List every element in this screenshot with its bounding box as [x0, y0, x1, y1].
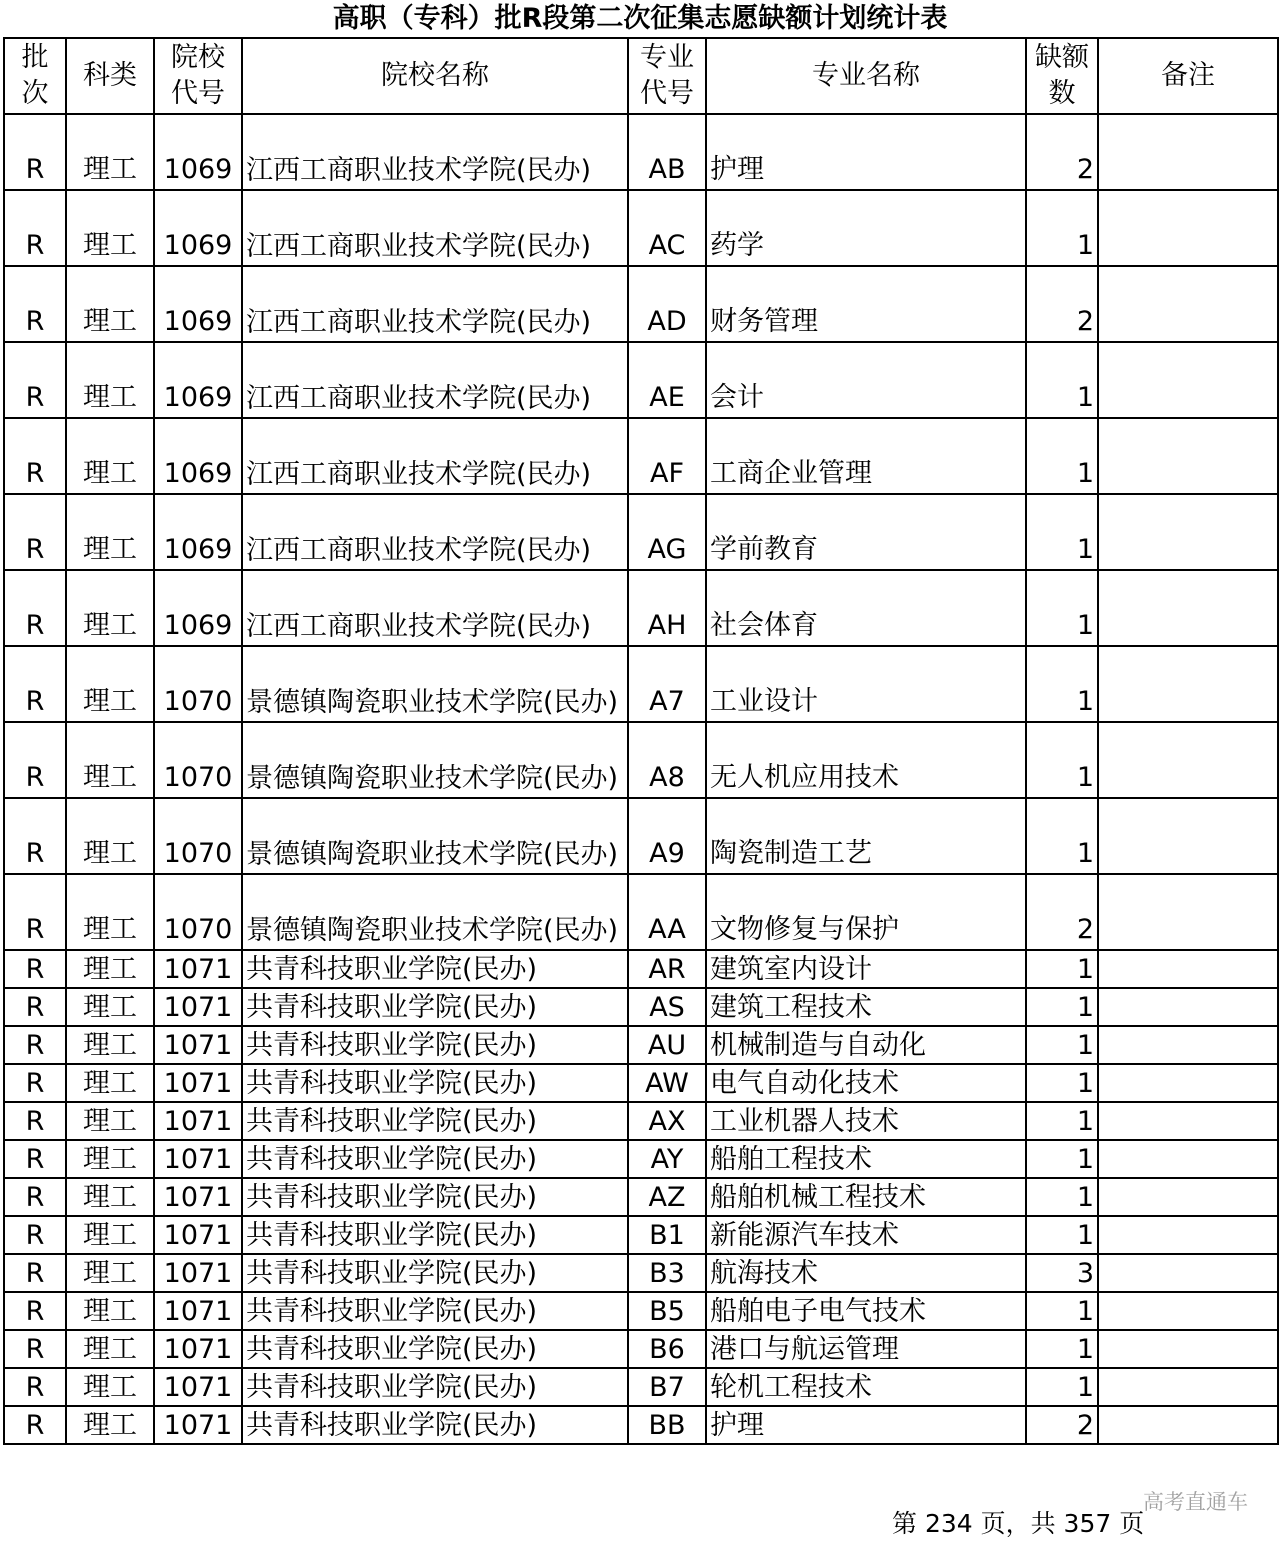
cell-school-code: 1071 [154, 1368, 242, 1406]
cell-batch: R [4, 1102, 66, 1140]
cell-batch: R [4, 1026, 66, 1064]
cell-major-name: 航海技术 [706, 1254, 1026, 1292]
cell-vacancy: 1 [1026, 1216, 1098, 1254]
cell-school-name: 共青科技职业学院(民办) [242, 1102, 628, 1140]
cell-major-name: 无人机应用技术 [706, 722, 1026, 798]
cell-remark [1098, 950, 1278, 988]
cell-vacancy: 3 [1026, 1254, 1098, 1292]
cell-batch: R [4, 1064, 66, 1102]
cell-category: 理工 [66, 266, 154, 342]
cell-school-name: 江西工商职业技术学院(民办) [242, 570, 628, 646]
cell-batch: R [4, 494, 66, 570]
cell-major-name: 船舶电子电气技术 [706, 1292, 1026, 1330]
table-row [4, 1368, 1278, 1406]
cell-school-code: 1070 [154, 874, 242, 950]
cell-vacancy: 1 [1026, 646, 1098, 722]
cell-school-code: 1069 [154, 114, 242, 190]
cell-school-name: 江西工商职业技术学院(民办) [242, 190, 628, 266]
cell-vacancy: 1 [1026, 494, 1098, 570]
cell-batch: R [4, 950, 66, 988]
cell-category: 理工 [66, 1292, 154, 1330]
table-row [4, 342, 1278, 418]
table-row [4, 722, 1278, 798]
cell-category: 理工 [66, 342, 154, 418]
cell-school-code: 1071 [154, 1178, 242, 1216]
cell-major-name: 建筑工程技术 [706, 988, 1026, 1026]
cell-major-code: AE [628, 342, 706, 418]
cell-school-name: 共青科技职业学院(民办) [242, 1292, 628, 1330]
cell-vacancy: 1 [1026, 1140, 1098, 1178]
cell-major-code: B6 [628, 1330, 706, 1368]
cell-remark [1098, 646, 1278, 722]
cell-category: 理工 [66, 1406, 154, 1444]
cell-category: 理工 [66, 1064, 154, 1102]
header-major-code: 专业代号 [628, 38, 706, 114]
cell-major-name: 新能源汽车技术 [706, 1216, 1026, 1254]
cell-school-name: 共青科技职业学院(民办) [242, 1216, 628, 1254]
cell-vacancy: 2 [1026, 1406, 1098, 1444]
cell-vacancy: 1 [1026, 342, 1098, 418]
cell-category: 理工 [66, 1140, 154, 1178]
header-school-name: 院校名称 [242, 38, 628, 114]
cell-school-code: 1071 [154, 1064, 242, 1102]
cell-major-code: AH [628, 570, 706, 646]
table-row [4, 1064, 1278, 1102]
cell-category: 理工 [66, 114, 154, 190]
cell-vacancy: 1 [1026, 798, 1098, 874]
cell-vacancy: 1 [1026, 1330, 1098, 1368]
cell-remark [1098, 342, 1278, 418]
cell-batch: R [4, 798, 66, 874]
cell-school-code: 1069 [154, 266, 242, 342]
cell-remark [1098, 570, 1278, 646]
cell-major-code: AR [628, 950, 706, 988]
cell-major-name: 会计 [706, 342, 1026, 418]
cell-school-name: 共青科技职业学院(民办) [242, 1406, 628, 1444]
cell-category: 理工 [66, 874, 154, 950]
header-major-name: 专业名称 [706, 38, 1026, 114]
cell-category: 理工 [66, 798, 154, 874]
cell-batch: R [4, 342, 66, 418]
cell-major-name: 船舶工程技术 [706, 1140, 1026, 1178]
cell-major-code: A9 [628, 798, 706, 874]
cell-vacancy: 1 [1026, 1026, 1098, 1064]
cell-school-name: 景德镇陶瓷职业技术学院(民办) [242, 646, 628, 722]
cell-major-name: 工商企业管理 [706, 418, 1026, 494]
table-row [4, 1216, 1278, 1254]
cell-remark [1098, 1406, 1278, 1444]
table-row [4, 874, 1278, 950]
cell-vacancy: 1 [1026, 190, 1098, 266]
cell-category: 理工 [66, 950, 154, 988]
table-row [4, 1406, 1278, 1444]
cell-school-name: 江西工商职业技术学院(民办) [242, 114, 628, 190]
cell-batch: R [4, 874, 66, 950]
cell-category: 理工 [66, 418, 154, 494]
cell-school-name: 共青科技职业学院(民办) [242, 950, 628, 988]
cell-school-name: 共青科技职业学院(民办) [242, 1026, 628, 1064]
cell-remark [1098, 1064, 1278, 1102]
cell-vacancy: 1 [1026, 418, 1098, 494]
cell-batch: R [4, 1140, 66, 1178]
cell-major-name: 财务管理 [706, 266, 1026, 342]
cell-school-code: 1071 [154, 988, 242, 1026]
table-row [4, 418, 1278, 494]
table-row [4, 1140, 1278, 1178]
cell-batch: R [4, 190, 66, 266]
cell-category: 理工 [66, 722, 154, 798]
cell-vacancy: 1 [1026, 722, 1098, 798]
cell-major-name: 社会体育 [706, 570, 1026, 646]
cell-remark [1098, 1292, 1278, 1330]
cell-major-code: AC [628, 190, 706, 266]
cell-major-name: 药学 [706, 190, 1026, 266]
cell-school-code: 1069 [154, 418, 242, 494]
table-row [4, 950, 1278, 988]
page-title: 高职（专科）批R段第二次征集志愿缺额计划统计表 [332, 3, 948, 34]
cell-batch: R [4, 1292, 66, 1330]
cell-major-name: 建筑室内设计 [706, 950, 1026, 988]
cell-remark [1098, 988, 1278, 1026]
cell-remark [1098, 1140, 1278, 1178]
cell-category: 理工 [66, 190, 154, 266]
cell-category: 理工 [66, 1368, 154, 1406]
cell-remark [1098, 190, 1278, 266]
cell-batch: R [4, 722, 66, 798]
cell-major-code: A7 [628, 646, 706, 722]
cell-school-code: 1071 [154, 1254, 242, 1292]
cell-remark [1098, 418, 1278, 494]
cell-batch: R [4, 114, 66, 190]
cell-category: 理工 [66, 1178, 154, 1216]
table-row [4, 1330, 1278, 1368]
cell-school-name: 景德镇陶瓷职业技术学院(民办) [242, 798, 628, 874]
table-body [4, 114, 1278, 1444]
table-header-row [4, 38, 1278, 114]
table-row [4, 266, 1278, 342]
cell-major-name: 船舶机械工程技术 [706, 1178, 1026, 1216]
cell-school-name: 共青科技职业学院(民办) [242, 988, 628, 1026]
table-row [4, 1178, 1278, 1216]
cell-major-code: B5 [628, 1292, 706, 1330]
cell-batch: R [4, 266, 66, 342]
cell-school-name: 共青科技职业学院(民办) [242, 1140, 628, 1178]
cell-category: 理工 [66, 646, 154, 722]
cell-school-code: 1069 [154, 190, 242, 266]
cell-school-code: 1071 [154, 1292, 242, 1330]
cell-batch: R [4, 1254, 66, 1292]
cell-vacancy: 1 [1026, 1368, 1098, 1406]
cell-school-code: 1071 [154, 1330, 242, 1368]
cell-major-code: AY [628, 1140, 706, 1178]
cell-vacancy: 2 [1026, 114, 1098, 190]
cell-vacancy: 2 [1026, 266, 1098, 342]
cell-vacancy: 1 [1026, 950, 1098, 988]
cell-category: 理工 [66, 494, 154, 570]
table-row [4, 190, 1278, 266]
cell-major-code: B1 [628, 1216, 706, 1254]
cell-batch: R [4, 1330, 66, 1368]
cell-category: 理工 [66, 1254, 154, 1292]
cell-major-name: 护理 [706, 114, 1026, 190]
cell-vacancy: 2 [1026, 874, 1098, 950]
cell-remark [1098, 1368, 1278, 1406]
cell-category: 理工 [66, 570, 154, 646]
cell-batch: R [4, 988, 66, 1026]
cell-school-code: 1071 [154, 1026, 242, 1064]
cell-batch: R [4, 1178, 66, 1216]
cell-vacancy: 1 [1026, 1102, 1098, 1140]
cell-major-name: 机械制造与自动化 [706, 1026, 1026, 1064]
cell-remark [1098, 1178, 1278, 1216]
cell-school-name: 江西工商职业技术学院(民办) [242, 342, 628, 418]
vacancy-table [3, 37, 1279, 1445]
cell-major-code: AS [628, 988, 706, 1026]
cell-school-code: 1071 [154, 1140, 242, 1178]
table-row [4, 1254, 1278, 1292]
cell-major-name: 陶瓷制造工艺 [706, 798, 1026, 874]
cell-major-name: 文物修复与保护 [706, 874, 1026, 950]
cell-school-name: 共青科技职业学院(民办) [242, 1368, 628, 1406]
table-row [4, 1102, 1278, 1140]
cell-school-name: 共青科技职业学院(民办) [242, 1178, 628, 1216]
table-row [4, 494, 1278, 570]
cell-school-code: 1071 [154, 1216, 242, 1254]
cell-school-name: 江西工商职业技术学院(民办) [242, 266, 628, 342]
cell-remark [1098, 874, 1278, 950]
cell-school-code: 1071 [154, 950, 242, 988]
cell-remark [1098, 1026, 1278, 1064]
cell-remark [1098, 114, 1278, 190]
table-row [4, 1026, 1278, 1064]
cell-batch: R [4, 570, 66, 646]
cell-school-name: 共青科技职业学院(民办) [242, 1254, 628, 1292]
cell-category: 理工 [66, 1216, 154, 1254]
cell-batch: R [4, 1368, 66, 1406]
cell-school-code: 1069 [154, 342, 242, 418]
cell-remark [1098, 1216, 1278, 1254]
cell-major-name: 护理 [706, 1406, 1026, 1444]
cell-batch: R [4, 418, 66, 494]
cell-major-code: AW [628, 1064, 706, 1102]
cell-major-name: 港口与航运管理 [706, 1330, 1026, 1368]
cell-school-code: 1069 [154, 570, 242, 646]
cell-remark [1098, 722, 1278, 798]
table-row [4, 798, 1278, 874]
cell-major-name: 轮机工程技术 [706, 1368, 1026, 1406]
cell-school-code: 1070 [154, 722, 242, 798]
cell-category: 理工 [66, 988, 154, 1026]
table-row [4, 114, 1278, 190]
cell-school-code: 1070 [154, 646, 242, 722]
cell-category: 理工 [66, 1026, 154, 1064]
cell-remark [1098, 1330, 1278, 1368]
cell-vacancy: 1 [1026, 1292, 1098, 1330]
cell-school-name: 共青科技职业学院(民办) [242, 1064, 628, 1102]
cell-vacancy: 1 [1026, 988, 1098, 1026]
header-batch: 批次 [4, 38, 66, 114]
cell-major-name: 学前教育 [706, 494, 1026, 570]
cell-school-code: 1070 [154, 798, 242, 874]
cell-vacancy: 1 [1026, 1178, 1098, 1216]
cell-major-code: AF [628, 418, 706, 494]
watermark-text: 高考直通车 [1143, 1490, 1248, 1514]
cell-school-code: 1069 [154, 494, 242, 570]
cell-remark [1098, 494, 1278, 570]
cell-major-code: AZ [628, 1178, 706, 1216]
cell-major-code: B3 [628, 1254, 706, 1292]
cell-remark [1098, 266, 1278, 342]
cell-school-code: 1071 [154, 1102, 242, 1140]
cell-remark [1098, 1254, 1278, 1292]
cell-major-code: BB [628, 1406, 706, 1444]
header-category: 科类 [66, 38, 154, 114]
cell-major-code: AB [628, 114, 706, 190]
table-row [4, 1292, 1278, 1330]
cell-batch: R [4, 646, 66, 722]
table-row [4, 570, 1278, 646]
cell-major-name: 工业机器人技术 [706, 1102, 1026, 1140]
cell-major-code: AU [628, 1026, 706, 1064]
cell-major-name: 电气自动化技术 [706, 1064, 1026, 1102]
cell-batch: R [4, 1216, 66, 1254]
cell-vacancy: 1 [1026, 570, 1098, 646]
cell-school-name: 景德镇陶瓷职业技术学院(民办) [242, 874, 628, 950]
cell-school-code: 1071 [154, 1406, 242, 1444]
cell-category: 理工 [66, 1330, 154, 1368]
cell-remark [1098, 798, 1278, 874]
cell-category: 理工 [66, 1102, 154, 1140]
page-number: 第 234 页，共 357 页 [892, 1509, 1145, 1538]
header-school-code: 院校代号 [154, 38, 242, 114]
cell-major-name: 工业设计 [706, 646, 1026, 722]
cell-major-code: AG [628, 494, 706, 570]
header-remark: 备注 [1098, 38, 1278, 114]
cell-school-name: 景德镇陶瓷职业技术学院(民办) [242, 722, 628, 798]
cell-school-name: 江西工商职业技术学院(民办) [242, 494, 628, 570]
cell-major-code: AX [628, 1102, 706, 1140]
cell-vacancy: 1 [1026, 1064, 1098, 1102]
cell-school-name: 江西工商职业技术学院(民办) [242, 418, 628, 494]
cell-remark [1098, 1102, 1278, 1140]
table-row [4, 646, 1278, 722]
cell-batch: R [4, 1406, 66, 1444]
cell-major-code: AA [628, 874, 706, 950]
header-vacancy: 缺额数 [1026, 38, 1098, 114]
cell-major-code: AD [628, 266, 706, 342]
cell-school-name: 共青科技职业学院(民办) [242, 1330, 628, 1368]
table-row [4, 988, 1278, 1026]
cell-major-code: B7 [628, 1368, 706, 1406]
cell-major-code: A8 [628, 722, 706, 798]
